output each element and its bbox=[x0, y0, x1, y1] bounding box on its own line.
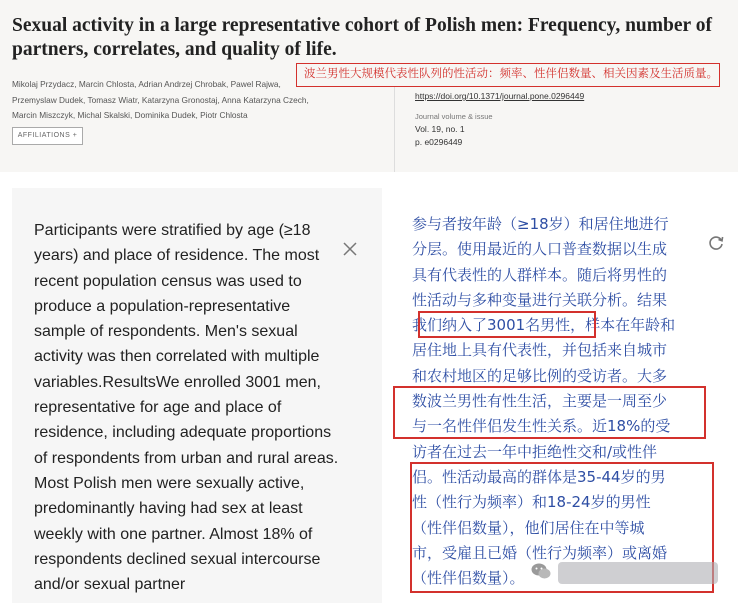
page-number: p. e0296449 bbox=[415, 137, 463, 147]
translation-line: 我们纳入了3001名男性，样本在年龄和 bbox=[412, 316, 676, 335]
translation-line: 访者在过去一年中拒绝性交和/或性伴 bbox=[412, 442, 658, 461]
affiliations-button[interactable]: AFFILIATIONS + bbox=[12, 127, 83, 145]
close-icon[interactable] bbox=[342, 241, 358, 257]
article-header bbox=[0, 0, 738, 172]
translation-line: 数波兰男性有性生活，主要是一周至少 bbox=[412, 392, 668, 411]
translation-line: 参与者按年龄（≥18岁）和居住地进行 bbox=[412, 215, 669, 233]
translation-line: 分层。使用最近的人口普查数据以生成 bbox=[412, 240, 668, 259]
author-list bbox=[12, 77, 332, 124]
refresh-icon[interactable] bbox=[707, 234, 725, 252]
translation-line: 性（性行为频率）和18-24岁的男性 bbox=[412, 493, 651, 512]
author-line[interactable]: Przemyslaw Dudek, Tomasz Wiatr, Katarzyna Gronostaj, Anna Katarzyna Czech, bbox=[12, 94, 309, 105]
translation-line: 性活动与多种变量进行关联分析。结果 bbox=[412, 290, 668, 309]
translation-line: 具有代表性的人群样本。随后将男性的 bbox=[412, 265, 668, 284]
translation-line: （性伴侣数量）。 bbox=[412, 569, 525, 588]
source-text-panel bbox=[12, 188, 382, 603]
translation-line: 居住地上具有代表性，并包括来自城市 bbox=[412, 341, 668, 360]
translation-line: 与一名性伴侣发生性关系。近18%的受 bbox=[412, 417, 671, 436]
translation-line: 侣。性活动最高的群体是35-44岁的男 bbox=[412, 467, 666, 486]
article-title: Sexual activity in a large representative cohort of Polish men: Frequency, number of partners, correlates, and quality of life. bbox=[12, 15, 712, 60]
author-line[interactable]: Marcin Miszczyk, Michal Skalski, Dominika Dudek, Piotr Chlosta bbox=[12, 110, 248, 120]
title-translation-box: 波兰男性大规模代表性队列的性活动：频率、性伴侣数量、相关因素及生活质量。 bbox=[296, 63, 720, 87]
translation-line: 和农村地区的足够比例的受访者。大多 bbox=[412, 366, 668, 385]
highlight-box bbox=[393, 386, 706, 439]
translation-line: （性伴侣数量），他们居住在中等城 bbox=[412, 518, 645, 537]
volume-issue: Vol. 19, no. 1 bbox=[415, 124, 465, 134]
english-source-text: Participants were stratified by age (≥18 years) and place of residence. The most recent population census was used to produce a population-representative sample of respondents. Men's sexual activity was then correlated with multiple variables.ResultsWe enrolled 3001 men, representative for age and place of residence, including adequate proportions of respondents from urban and rural areas. Most Polish men were sexually active, predominantly having had sex at least weekly with one partner. Almost 18% of respondents declined sexual intercourse and/or sexual partner bbox=[34, 222, 339, 594]
journal-volume-label: Journal volume & issue bbox=[415, 112, 493, 121]
watermark-blur bbox=[558, 562, 718, 584]
doi-link[interactable]: https://doi.org/10.1371/journal.pone.0296449 bbox=[415, 91, 585, 101]
highlight-box bbox=[418, 311, 596, 338]
column-divider bbox=[394, 72, 395, 172]
author-line[interactable]: Mikolaj Przydacz, Marcin Chlosta, Adrian Andrzej Chrobak, Pawel Rajwa, bbox=[12, 79, 281, 89]
translation-line: 市，受雇且已婚（性行为频率）或离婚 bbox=[412, 543, 668, 562]
wechat-icon bbox=[531, 562, 551, 580]
